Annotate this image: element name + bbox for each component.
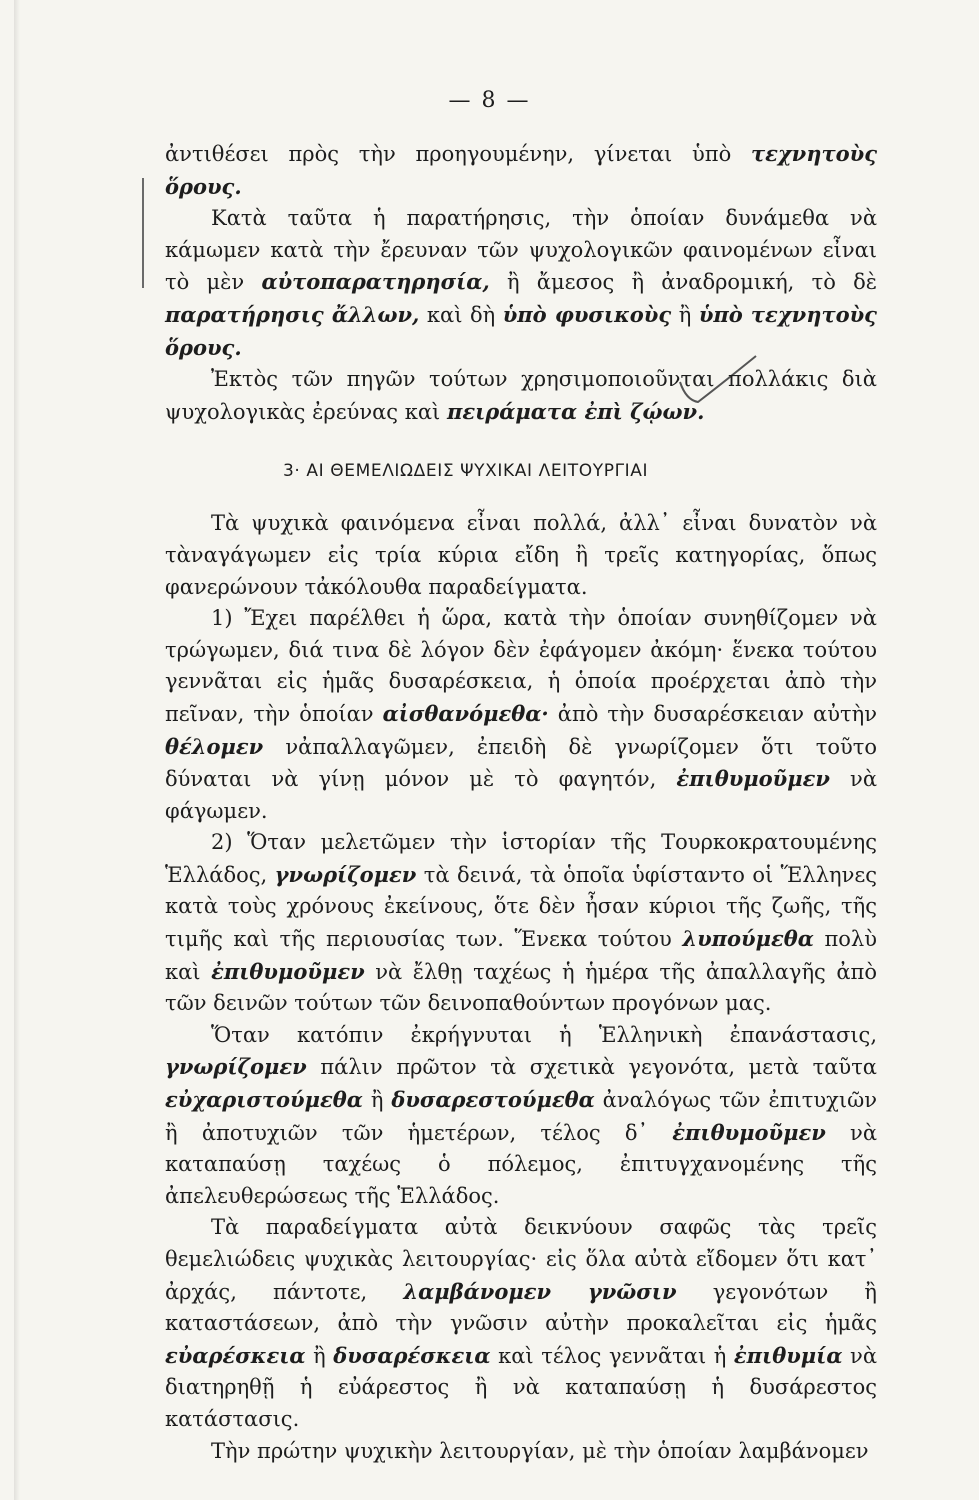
text-run: καὶ δὴ bbox=[419, 302, 503, 327]
text-run: καὶ τέλος γεννᾶται ἡ bbox=[490, 1343, 734, 1368]
section-after-heading bbox=[165, 508, 877, 1467]
text-run: γεγονότων ἢ καταστάσεων, ἀπὸ τὴν γνῶσιν αὐτὴν προκαλεῖται εἰς ἡμᾶς bbox=[165, 1279, 877, 1336]
text-run: Τὰ παραδείγματα αὐτὰ δεικνύουν σαφῶς τὰς τρεῖς θεμελιώδεις ψυχικὰς λειτουργίας· εἰς ὅλα αὐτὰ εἴδομεν ὅτι κατ᾽ ἀρχάς, πάντοτε, bbox=[165, 1215, 877, 1304]
text-run: Κατὰ ταῦτα ἡ παρατήρησις, τὴν ὁποίαν δυνάμεθα νὰ κάμωμεν κατὰ τὴν ἔρευναν τῶν ψυχολογικῶν φαινομένων εἶναι τὸ μὲν bbox=[165, 206, 877, 295]
text-run: ἀντιθέσει πρὸς τὴν προηγουμένην, γίνεται ὑπὸ bbox=[165, 142, 751, 166]
emphasized-term: γνωρίζομεν bbox=[274, 861, 417, 887]
paragraph bbox=[165, 364, 877, 428]
page-number: — 8 — bbox=[448, 88, 531, 113]
emphasized-term: λαμβάνομεν γνῶσιν bbox=[403, 1278, 677, 1304]
section-before-heading bbox=[165, 138, 877, 428]
emphasized-term: παρατήρησις ἄλλων, bbox=[165, 301, 420, 327]
emphasized-term: ἐπιθυμοῦμεν bbox=[676, 766, 830, 792]
text-run: τὰ δεινά, τὰ ὁποῖα ὑφίσταντο οἱ Ἕλληνες κατὰ τοὺς χρόνους ἐκείνους, ὅτε δὲν ἦσαν κύριοι τῆς ζωῆς, τῆς τιμῆς καὶ τῆς περιουσίας των. Ἕνεκα τούτου bbox=[165, 862, 877, 952]
paragraph bbox=[165, 603, 877, 827]
emphasized-term: λυπούμεθα bbox=[682, 926, 814, 952]
body-text bbox=[165, 138, 877, 1467]
text-run: ἀναλόγως τῶν ἐπιτυχιῶν ἢ ἀποτυχιῶν τῶν ἡμετέρων, τέλος δ᾽ bbox=[165, 1088, 878, 1145]
text-run: 2) Ὅταν μελετῶμεν τὴν ἱστορίαν τῆς Τουρκοκρατουμένης Ἑλλάδος, bbox=[165, 830, 877, 887]
text-run: νὰ ἔλθῃ ταχέως ἡ ἡμέρα τῆς ἀπαλλαγῆς ἀπὸ τῶν δεινῶν τούτων τῶν δεινοπαθούντων προγόνων μας. bbox=[165, 959, 877, 1016]
text-run: νὰ φάγωμεν. bbox=[165, 767, 877, 823]
text-run: πολὺ καὶ bbox=[165, 927, 878, 984]
text-run: πάλιν πρῶτον τὰ σχετικὰ γεγονότα, μετὰ ταῦτα bbox=[306, 1055, 877, 1080]
paragraph bbox=[165, 1212, 877, 1435]
emphasized-term: δυσαρέσκεια bbox=[333, 1342, 491, 1368]
emphasized-term: τεχνητοὺς ὅρους. bbox=[165, 141, 877, 199]
text-run: νὰ διατηρηθῇ ἡ εὐάρεστος ἢ νὰ καταπαύσῃ ἡ δυσάρεστος κατάστασις. bbox=[165, 1343, 878, 1431]
text-run: ἢ bbox=[671, 302, 699, 327]
text-run: Ἐκτὸς τῶν πηγῶν τούτων χρησιμοποιοῦνται πολλάκις διὰ ψυχολογικὰς ἐρεύνας καὶ bbox=[165, 367, 877, 424]
text-run: Τὴν πρώτην ψυχικὴν λειτουργίαν, μὲ τὴν ὁποίαν λαμβάνομεν bbox=[211, 1438, 869, 1463]
emphasized-term: ὑπὸ τεχνητοὺς ὅρους. bbox=[165, 301, 877, 360]
text-run: ἢ ἄμεσος ἢ ἀναδρομική, τὸ δὲ bbox=[489, 270, 877, 295]
paragraph bbox=[165, 827, 877, 1020]
margin-pencil-mark bbox=[142, 178, 156, 288]
text-run: ἢ bbox=[305, 1343, 334, 1368]
page-edge-shadow bbox=[14, 0, 20, 1500]
text-run: 1) Ἔχει παρέλθει ἡ ὥρα, κατὰ τὴν ὁποίαν συνηθίζομεν νὰ τρώγωμεν, διά τινα δὲ λόγον δὲν ἐφάγομεν ἀκόμη· ἕνεκα τούτου γεννᾶται εἰς ἡμᾶς δυσαρέσκεια, ἡ ὁποία προέρχεται ἀπὸ τὴν πεῖναν, τὴν ὁποίαν bbox=[165, 606, 877, 726]
emphasized-term: δυσαρεστούμεθα bbox=[391, 1087, 595, 1113]
text-run: νὰ καταπαύσῃ ταχέως ὁ πόλεμος, ἐπιτυγχανομένης τῆς ἀπελευθερώσεως τῆς Ἑλλάδος. bbox=[165, 1120, 877, 1208]
emphasized-term: ἐπιθυμία bbox=[733, 1342, 843, 1368]
paragraph bbox=[165, 138, 877, 203]
emphasized-term: εὐχαριστούμεθα bbox=[165, 1087, 363, 1113]
text-run: ἀπὸ τὴν δυσαρέσκειαν αὐτὴν bbox=[548, 701, 877, 726]
text-run: ἢ bbox=[362, 1088, 392, 1113]
paragraph bbox=[165, 1436, 877, 1468]
emphasized-term: ἐπιθυμοῦμεν bbox=[211, 958, 365, 984]
text-run: Ὅταν κατόπιν ἐκρήγνυται ἡ Ἑλληνικὴ ἐπανάστασις, bbox=[211, 1022, 877, 1047]
text-run: νἀπαλλαγῶμεν, ἐπειδὴ δὲ γνωρίζομεν ὅτι τοῦτο δύναται νὰ γίνῃ μόνον μὲ τὸ φαγητόν, bbox=[165, 734, 877, 792]
emphasized-term: γνωρίζομεν bbox=[165, 1054, 307, 1080]
emphasized-term: ὑπὸ φυσικοὺς bbox=[502, 301, 672, 327]
emphasized-term: ἐπιθυμοῦμεν bbox=[672, 1119, 826, 1145]
emphasized-term: αἰσθανόμεθα· bbox=[382, 700, 549, 726]
paragraph bbox=[165, 203, 877, 364]
text-run: Τὰ ψυχικὰ φαινόμενα εἶναι πολλά, ἀλλ᾽ εἶναι δυνατὸν νὰ τὰναγάγωμεν εἰς τρία κύρια εἴδη ἢ τρεῖς κατηγορίας, ὅπως φανερώνουν τἀκόλουθα παραδείγματα. bbox=[165, 511, 877, 599]
emphasized-term: πειράματα ἐπὶ ζῴων. bbox=[446, 398, 705, 424]
emphasized-term: αὐτοπαρατηρησία, bbox=[261, 269, 490, 295]
emphasized-term: εὐαρέσκεια bbox=[165, 1342, 306, 1368]
paragraph bbox=[165, 508, 877, 603]
paragraph bbox=[165, 1020, 877, 1213]
emphasized-term: θέλομεν bbox=[165, 733, 264, 759]
section-heading: 3· ΑΙ ΘΕΜΕΛΙΩΔΕΙΣ ΨΥΧΙΚΑΙ ΛΕΙΤΟΥΡΓΙΑΙ bbox=[283, 461, 649, 482]
